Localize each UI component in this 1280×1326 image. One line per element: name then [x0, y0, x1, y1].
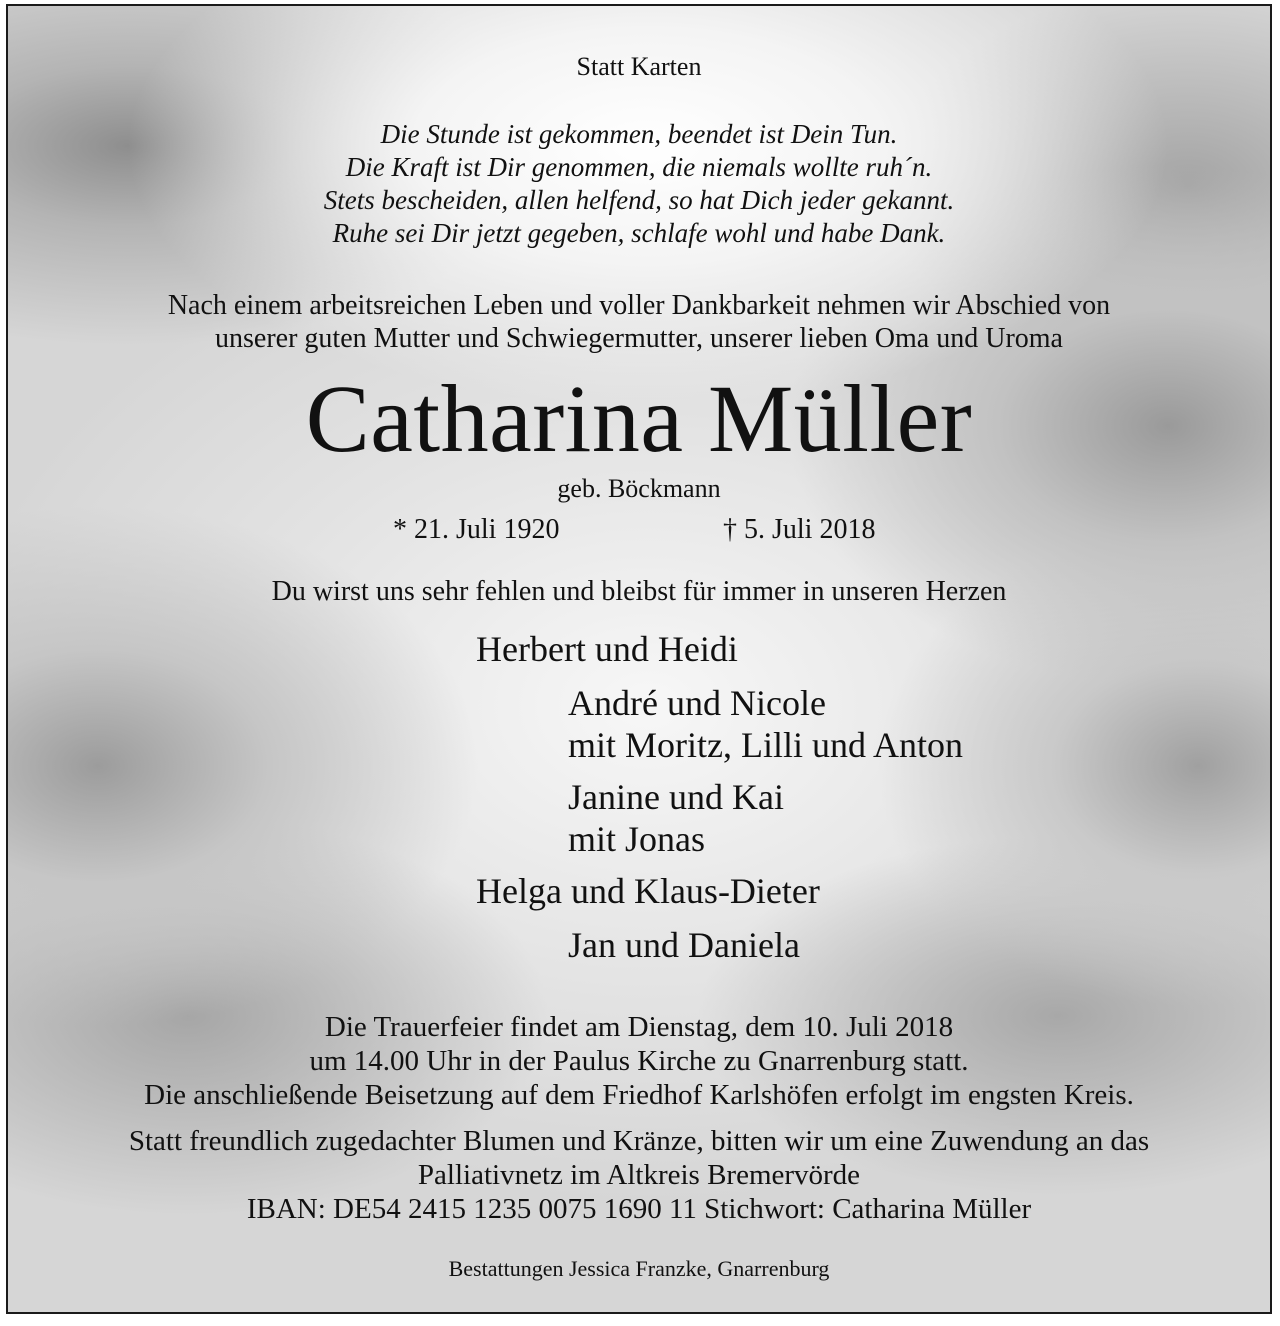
family-member: André und Nicole [568, 683, 826, 723]
funeral-line: um 14.00 Uhr in der Paulus Kirche zu Gnarrenburg statt. [309, 1045, 969, 1077]
donation-line: Palliativnetz im Altkreis Bremervörde [417, 1159, 861, 1191]
death-date: † 5. Juli 2018 [723, 514, 876, 545]
poem-line: Die Kraft ist Dir genommen, die niemals wollte ruh´n. [345, 152, 933, 182]
funeral-line: Die anschließende Beisetzung auf dem Friedhof Karlshöfen erfolgt im engsten Kreis. [144, 1079, 1134, 1111]
funeral-info [8, 1010, 1270, 1112]
undertaker: Bestattungen Jessica Franzke, Gnarrenburg [448, 1256, 830, 1281]
obituary-notice [6, 4, 1272, 1314]
family-member: Jan und Daniela [568, 925, 800, 965]
statt-karten-heading: Statt Karten [576, 52, 702, 81]
family-member: Herbert und Heidi [476, 629, 738, 669]
farewell-line: Du wirst uns sehr fehlen und bleibst für immer in unseren Herzen [271, 576, 1007, 607]
family-member: Janine und Kai [568, 777, 784, 817]
funeral-line: Die Trauerfeier findet am Dienstag, dem 10. Juli 2018 [324, 1011, 954, 1043]
family-member: mit Jonas [568, 819, 706, 859]
poem-line: Ruhe sei Dir jetzt gegeben, schlafe wohl und habe Dank. [332, 218, 946, 248]
family-member: mit Moritz, Lilli und Anton [568, 725, 963, 765]
donation-line: Statt freundlich zugedachter Blumen und Kränze, bitten wir um eine Zuwendung an das [128, 1125, 1150, 1157]
family-member: Helga und Klaus-Dieter [476, 871, 820, 911]
intro-line: Nach einem arbeitsreichen Leben und voller Dankbarkeit nehmen wir Abschied von [167, 290, 1111, 321]
poem-line: Stets bescheiden, allen helfend, so hat Dich jeder gekannt. [323, 185, 955, 215]
donation-info [8, 1124, 1270, 1226]
birth-date: * 21. Juli 1920 [393, 514, 560, 545]
intro-line: unserer guten Mutter und Schwiegermutter, unserer lieben Oma und Uroma [215, 323, 1063, 354]
donation-line: IBAN: DE54 2415 1235 0075 1690 11 Stichwort: Catharina Müller [246, 1193, 1032, 1225]
poem-line: Die Stunde ist gekommen, beendet ist Dein Tun. [380, 119, 898, 149]
intro-text [8, 289, 1270, 355]
poem [8, 118, 1270, 250]
deceased-name: Catharina Müller [305, 365, 973, 472]
birth-name: geb. Böckmann [557, 474, 721, 503]
